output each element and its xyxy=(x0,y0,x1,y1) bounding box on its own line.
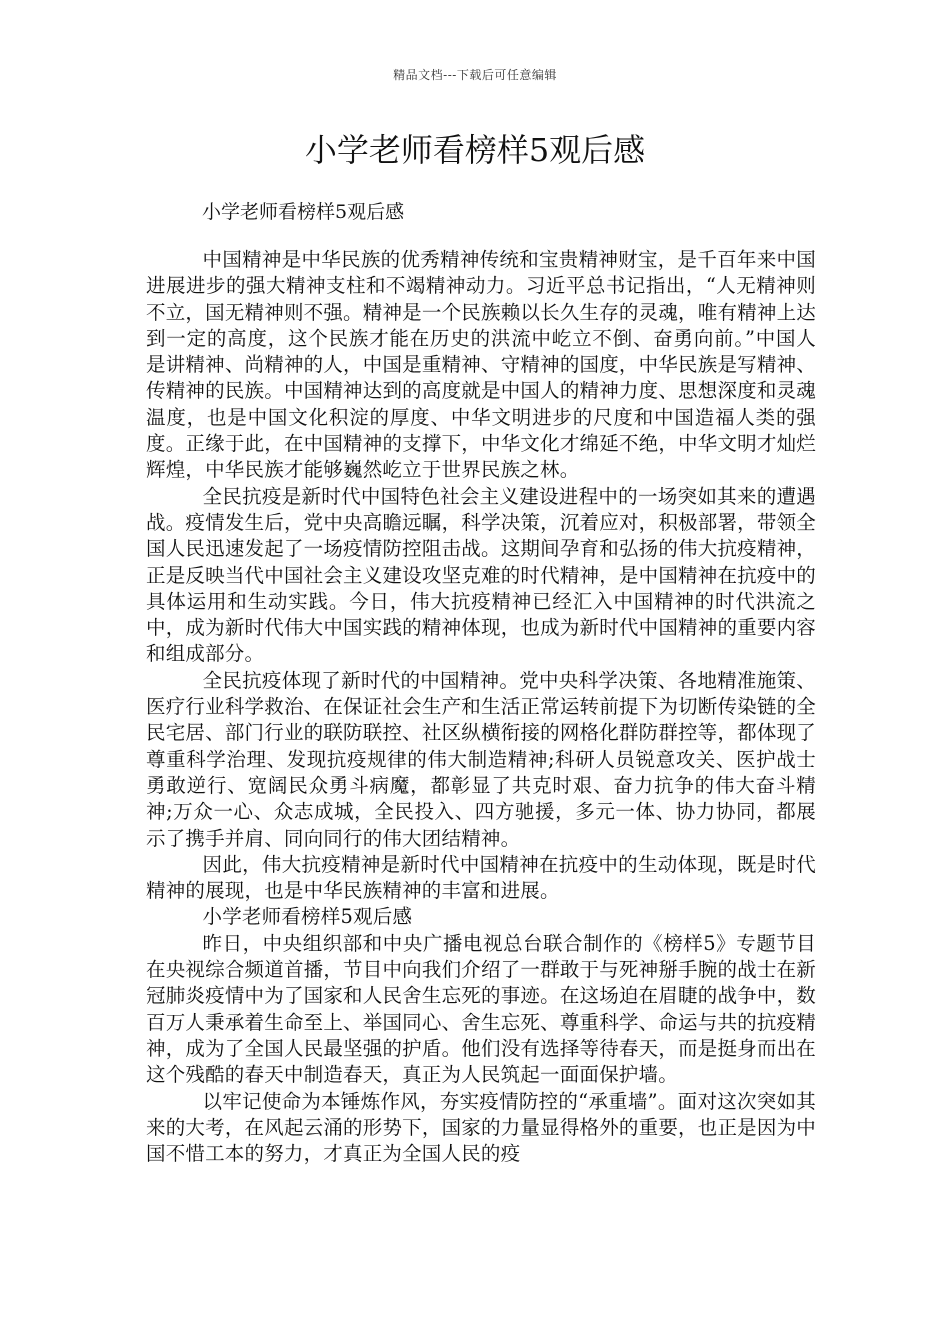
paragraph: 中国精神是中华民族的优秀精神传统和宝贵精神财宝，是千百年来中国进展进步的强大精神支柱和不竭精神动力。习近平总书记指出，“人无精神则不立，国无精神则不强。精神是一个民族赖以长久生存的灵魂，唯有精神上达到一定的高度，这个民族才能在历史的洪流中屹立不倒、奋勇向前。”中国人是讲精神、尚精神的人，中国是重精神、守精神的国度，中华民族是写精神、传精神的民族。中国精神达到的高度就是中国人的精神力度、思想深度和灵魂温度，也是中国文化积淀的厚度、中华文明进步的尺度和中国造福人类的强度。正缘于此，在中国精神的支撑下，中华文化才绵延不绝，中华文明才灿烂辉煌，中华民族才能够巍然屹立于世界民族之林。 xyxy=(146,248,816,482)
document-subtitle: 小学老师看榜样5观后感 xyxy=(202,201,405,223)
paragraph: 全民抗疫体现了新时代的中国精神。党中央科学决策、各地精准施策、医疗行业科学救治、在保证社会生产和生活正常运转前提下为切断传染链的全民宅居、部门行业的联防联控、社区纵横衔接的网格化群防群控等，都体现了尊重科学治理、发现抗疫规律的伟大制造精神;科研人员锐意攻关、医护战士勇敢逆行、宽阔民众勇斗病魔，都彰显了共克时艰、奋力抗争的伟大奋斗精神;万众一心、众志成城，全民投入、四方驰援，多元一体、协力协同，都展示了携手并肩、同向同行的伟大团结精神。 xyxy=(146,668,816,850)
paragraph: 以牢记使命为本锤炼作风，夯实疫情防控的“承重墙”。面对这次突如其来的大考，在风起云涌的形势下，国家的力量显得格外的重要，也正是因为中国不惜工本的努力，才真正为全国人民的疫 xyxy=(146,1089,816,1166)
document-title: 小学老师看榜样5观后感 xyxy=(304,131,646,169)
paragraph: 全民抗疫是新时代中国特色社会主义建设进程中的一场突如其来的遭遇战。疫情发生后，党中央高瞻远瞩，科学决策，沉着应对，积极部署，带领全国人民迅速发起了一场疫情防控阻击战。这期间孕育和弘扬的伟大抗疫精神，正是反映当代中国社会主义建设攻坚克难的时代精神，是中国精神在抗疫中的具体运用和生动实践。今日，伟大抗疫精神已经汇入中国精神的时代洪流之中，成为新时代伟大中国实践的精神体现，也成为新时代中国精神的重要内容和组成部分。 xyxy=(146,484,816,666)
paragraph: 昨日，中央组织部和中央广播电视总台联合制作的《榜样5》专题节目在央视综合频道首播，节目中向我们介绍了一群敢于与死神掰手腕的战士在新冠肺炎疫情中为了国家和人民舍生忘死的事迹。在这场迫在眉睫的战争中，数百万人秉承着生命至上、举国同心、舍生忘死、尊重科学、命运与共的抗疫精神，成为了全国人民最坚强的护盾。他们没有选择等待春天，而是挺身而出在这个残酷的春天中制造春天，真正为人民筑起一面面保护墙。 xyxy=(146,931,816,1087)
document-body xyxy=(146,247,816,1167)
paragraph: 因此，伟大抗疫精神是新时代中国精神在抗疫中的生动体现，既是时代精神的展现，也是中华民族精神的丰富和进展。 xyxy=(146,852,816,903)
header-note: 精品文档---下载后可任意编辑 xyxy=(393,68,557,82)
section-heading: 小学老师看榜样5观后感 xyxy=(202,905,413,929)
